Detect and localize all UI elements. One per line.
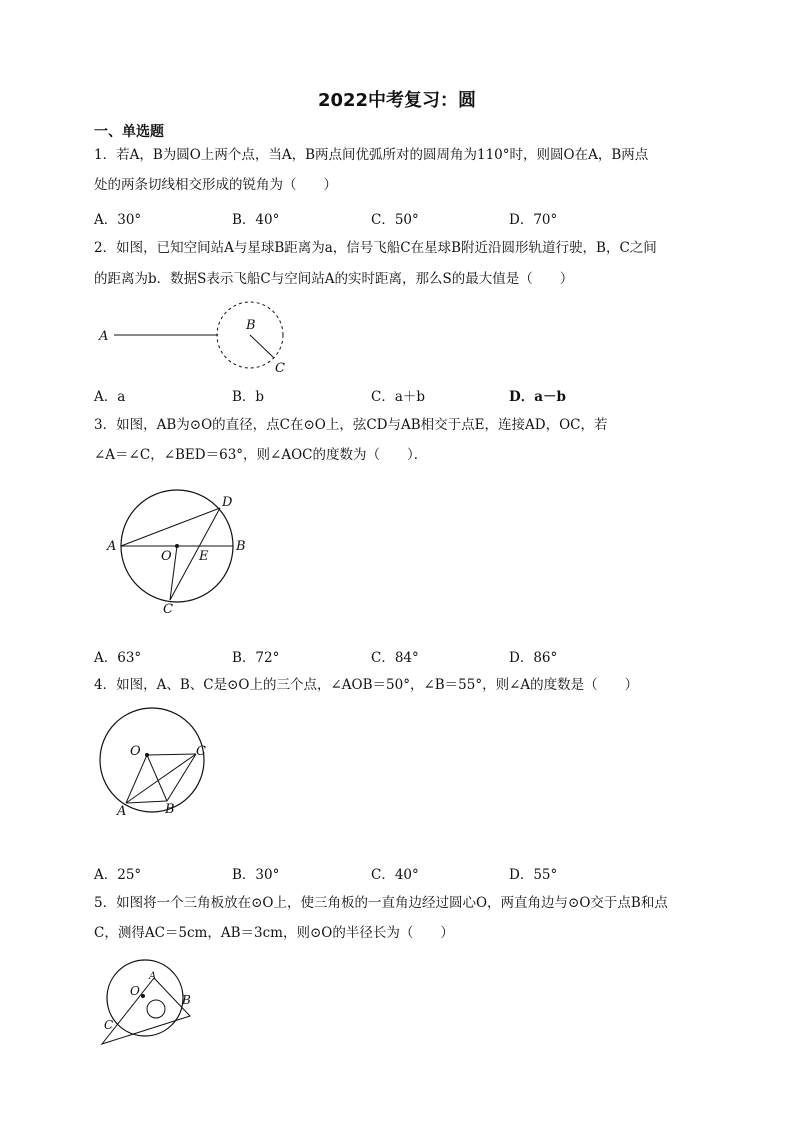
q3-label-e: E — [199, 549, 209, 564]
q4-option-a: A．25° — [94, 867, 142, 883]
question-2-line-1: 2．如图，已知空间站A与星球B距离为a，信号飞船C在星球B附近沿圆形轨道行驶，B，C之间 — [94, 240, 657, 256]
q4-label-b: B — [165, 802, 175, 817]
question-5-line-1: 5．如图将一个三角板放在⊙O上，使三角板的一直角边经过圆心O，两直角边与⊙O交于点B和点 — [94, 895, 668, 911]
page-title: 2022中考复习：圆 — [317, 90, 477, 111]
q3-option-b: B．72° — [232, 650, 280, 666]
q5-circle — [107, 960, 183, 1036]
q5-center-point — [141, 994, 145, 998]
q5-label-c: C — [104, 1018, 114, 1032]
q2-label-a: A — [99, 329, 109, 344]
q5-triangle-board — [102, 978, 190, 1044]
q2-label-c: C — [275, 361, 285, 376]
q2-label-b: B — [246, 318, 256, 333]
q2-option-a: A．a — [94, 389, 126, 405]
q4-option-b: B．30° — [232, 867, 280, 883]
q3-center-point — [175, 544, 179, 548]
question-4-line-1: 4．如图，A、B、C是⊙O上的三个点，∠AOB＝50°，∠B＝55°，则∠A的度数是（ ） — [94, 677, 639, 693]
question-3-line-2: ∠A＝∠C，∠BED＝63°，则∠AOC的度数为（ ）． — [94, 447, 428, 463]
q5-board-hole — [147, 1000, 165, 1018]
q3-chord-ad — [121, 508, 220, 546]
q3-option-c: C．84° — [371, 650, 419, 666]
q4-option-c: C．40° — [371, 867, 419, 883]
q3-label-o: O — [161, 549, 172, 564]
question-3-line-1: 3．如图，AB为⊙O的直径，点C在⊙O上，弦CD与AB相交于点E，连接AD，OC，若 — [94, 417, 608, 433]
q5-label-b: B — [182, 993, 191, 1007]
section-heading: 一、单选题 — [94, 124, 164, 140]
q4-segment-ob — [147, 755, 167, 801]
question-1-line-1: 1．若A，B为圆O上两个点，当A，B两点间优弧所对的圆周角为110°时，则圆O在A，B两点 — [94, 147, 649, 163]
q3-label-d: D — [222, 495, 233, 510]
q4-center-point — [145, 753, 149, 757]
q3-option-d: D．86° — [509, 650, 558, 666]
q3-figure — [100, 488, 260, 618]
q3-label-b: B — [236, 539, 246, 554]
q3-label-c: C — [163, 602, 173, 617]
q4-figure — [92, 705, 222, 820]
q4-segment-oc — [147, 754, 196, 755]
q2-option-c: C．a＋b — [371, 389, 426, 405]
q3-option-a: A．63° — [94, 650, 142, 666]
q2-segment-bc — [250, 335, 274, 358]
q2-figure — [90, 295, 300, 380]
question-2-line-2: 的距离为b．数据S表示飞船C与空间站A的实时距离，那么S的最大值是（ ） — [94, 271, 574, 287]
q4-label-c: C — [196, 744, 206, 759]
q2-option-b: B．b — [232, 389, 265, 405]
question-5-line-2: C，测得AC＝5cm，AB＝3cm，则⊙O的半径长为（ ） — [94, 925, 454, 941]
q4-option-d: D．55° — [509, 867, 558, 883]
q4-label-a: A — [117, 804, 127, 819]
question-1-line-2: 处的两条切线相交形成的锐角为（ ） — [94, 177, 337, 193]
q4-circle — [100, 708, 204, 812]
q1-option-a: A．30° — [94, 212, 142, 228]
q1-option-d: D．70° — [509, 212, 558, 228]
q4-segment-ab — [126, 801, 167, 803]
q4-label-o: O — [130, 744, 141, 759]
q5-label-o: O — [130, 984, 140, 998]
q1-option-c: C．50° — [371, 212, 419, 228]
q3-label-a: A — [107, 539, 117, 554]
q1-option-b: B．40° — [232, 212, 280, 228]
q5-figure — [98, 958, 208, 1050]
q5-label-a: A — [149, 971, 157, 982]
q3-chord-cd — [170, 508, 220, 600]
q2-option-d: D．a－b — [509, 389, 566, 405]
